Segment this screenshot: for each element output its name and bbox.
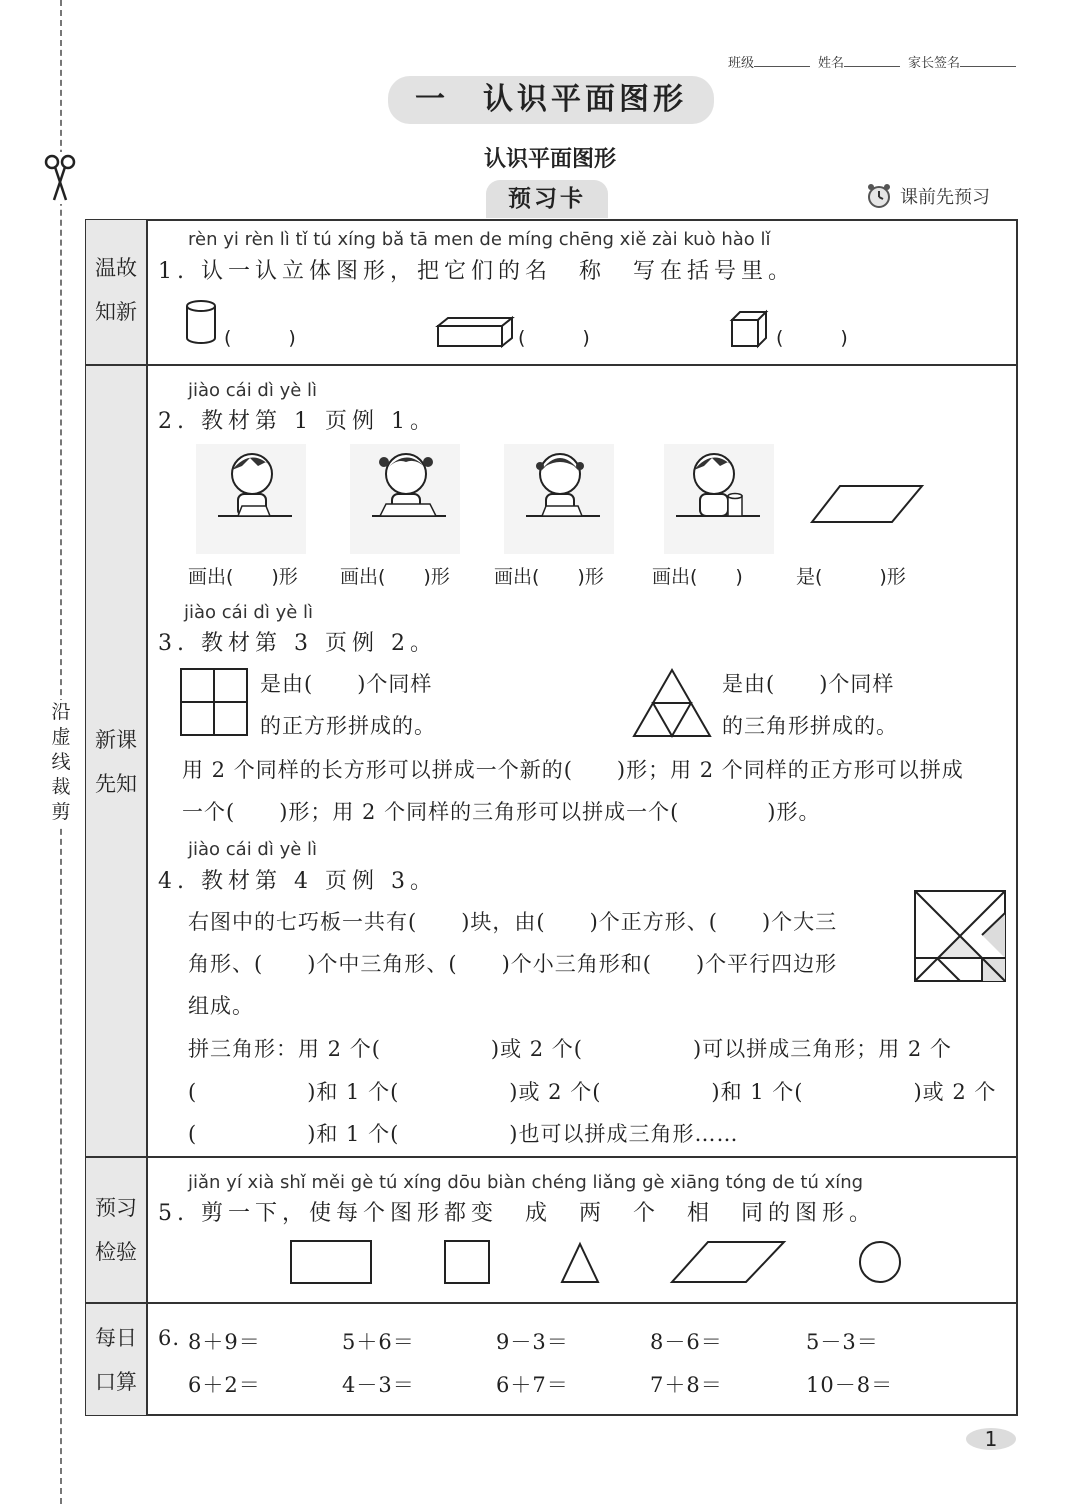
divider — [86, 364, 1017, 366]
math-item[interactable]: 5－3＝ — [806, 1330, 879, 1354]
parallelogram-shape — [810, 484, 926, 524]
square-shape[interactable] — [444, 1240, 490, 1284]
q3-left-line-2: 的正方形拼成的。 — [260, 714, 436, 738]
q1-blank-2[interactable]: ( ) — [518, 327, 590, 349]
name-field[interactable]: 姓名 — [818, 52, 902, 71]
section-label-new-lesson: 新课 先知 — [95, 728, 137, 796]
q2-pinyin: jiào cái dì yè lì — [188, 380, 318, 401]
q2-text: 2. 教材第 1 页例 1。 — [158, 409, 437, 434]
q2-caption-4[interactable]: 画出( ) — [652, 566, 743, 588]
four-triangles-figure — [632, 668, 712, 738]
child-holding-cylinder-illustration — [664, 444, 774, 554]
math-item[interactable]: 9－3＝ — [496, 1330, 569, 1354]
class-field[interactable]: 班级 — [728, 52, 812, 71]
preview-tag — [866, 182, 990, 210]
cut-line-text: 沿虚线裁剪 — [46, 700, 76, 825]
header-fields — [728, 52, 1018, 71]
q2-caption-2[interactable]: 画出( )形 — [340, 566, 450, 588]
cube-icon — [730, 310, 768, 348]
q3-right-line-1[interactable]: 是由( )个同样 — [722, 672, 895, 696]
q1-text: 1. 认一认立体图形，把它们的名 称 写在括号里。 — [158, 259, 795, 284]
q6-label: 6. — [158, 1326, 181, 1350]
q3-line-2[interactable]: 一个( )形；用 2 个同样的三角形可以拼成一个( )形。 — [182, 800, 821, 824]
divider — [86, 1302, 1017, 1304]
tangram-figure — [914, 890, 1006, 982]
q5-text: 5. 剪一下，使每个图形都变 成 两 个 相 同的图形。 — [158, 1201, 876, 1226]
math-item[interactable]: 5＋6＝ — [342, 1330, 415, 1354]
q1-blank-3[interactable]: ( ) — [776, 327, 848, 349]
page-number: 1 — [966, 1428, 1016, 1450]
four-squares-figure — [180, 668, 248, 736]
q2-caption-3[interactable]: 画出( )形 — [494, 566, 604, 588]
q4-line-5[interactable]: ( )和 1 个( )或 2 个( )和 1 个( )或 2 个 — [188, 1080, 997, 1104]
rectangle-shape[interactable] — [290, 1240, 372, 1284]
math-item[interactable]: 6＋2＝ — [188, 1373, 261, 1397]
q1-blank-1[interactable]: ( ) — [224, 327, 296, 349]
parallelogram-cut-shape[interactable] — [670, 1240, 786, 1284]
q4-line-4[interactable]: 拼三角形：用 2 个( )或 2 个( )可以拼成三角形；用 2 个 — [188, 1037, 952, 1061]
child-tracing-cuboid-illustration — [350, 444, 460, 554]
q1-pinyin: rèn yi rèn lì tǐ tú xíng bǎ tā men de míng chēng xiě zài kuò hào lǐ — [188, 229, 771, 250]
math-item[interactable]: 4－3＝ — [342, 1373, 415, 1397]
section-label-check: 预习 检验 — [95, 1196, 137, 1264]
divider — [86, 1156, 1017, 1158]
alarm-clock-icon — [866, 182, 892, 210]
parent-signature-field[interactable]: 家长签名 — [908, 52, 1018, 71]
q4-text: 4. 教材第 4 页例 3。 — [158, 869, 437, 894]
math-item[interactable]: 7＋8＝ — [650, 1373, 723, 1397]
q5-pinyin: jiǎn yí xià shǐ měi gè tú xíng dōu biàn chéng liǎng gè xiāng tóng de tú xíng — [188, 1172, 864, 1193]
q3-pinyin: jiào cái dì yè lì — [184, 602, 314, 623]
q3-left-line-1[interactable]: 是由( )个同样 — [260, 672, 433, 696]
lesson-title: 认识平面图形 — [483, 147, 616, 172]
cylinder-icon — [186, 300, 218, 346]
q4-pinyin: jiào cái dì yè lì — [188, 839, 318, 860]
cuboid-icon — [436, 316, 514, 348]
q2-caption-5[interactable]: 是( )形 — [796, 566, 906, 588]
preview-label: 课前先预习 — [900, 187, 990, 208]
math-item[interactable]: 8－6＝ — [650, 1330, 723, 1354]
circle-shape[interactable] — [858, 1240, 902, 1284]
q4-line-2[interactable]: 角形、( )个中三角形、( )个小三角形和( )个平行四边形 — [188, 952, 838, 976]
math-item[interactable]: 10－8＝ — [806, 1373, 894, 1397]
section-label-mental-math: 每日 口算 — [95, 1326, 137, 1394]
q3-line-1[interactable]: 用 2 个同样的长方形可以拼成一个新的( )形；用 2 个同样的正方形可以拼成 — [182, 758, 964, 782]
q4-line-3: 组成。 — [188, 994, 254, 1018]
math-item[interactable]: 8＋9＝ — [188, 1330, 261, 1354]
q4-line-1[interactable]: 右图中的七巧板一共有( )块，由( )个正方形、( )个大三 — [188, 910, 838, 934]
unit-title: 一 认识平面图形 — [388, 76, 714, 124]
q3-text: 3. 教材第 3 页例 2。 — [158, 631, 437, 656]
child-tracing-cylinder-illustration — [196, 444, 306, 554]
child-tracing-cube-illustration — [504, 444, 614, 554]
preview-card-tab: 预习卡 — [486, 180, 608, 218]
triangle-shape[interactable] — [560, 1242, 600, 1284]
q2-caption-1[interactable]: 画出( )形 — [188, 566, 298, 588]
q4-line-6[interactable]: ( )和 1 个( )也可以拼成三角形…… — [188, 1122, 739, 1146]
section-label-review: 温故 知新 — [95, 256, 137, 324]
math-item[interactable]: 6＋7＝ — [496, 1373, 569, 1397]
q3-right-line-2: 的三角形拼成的。 — [722, 714, 898, 738]
